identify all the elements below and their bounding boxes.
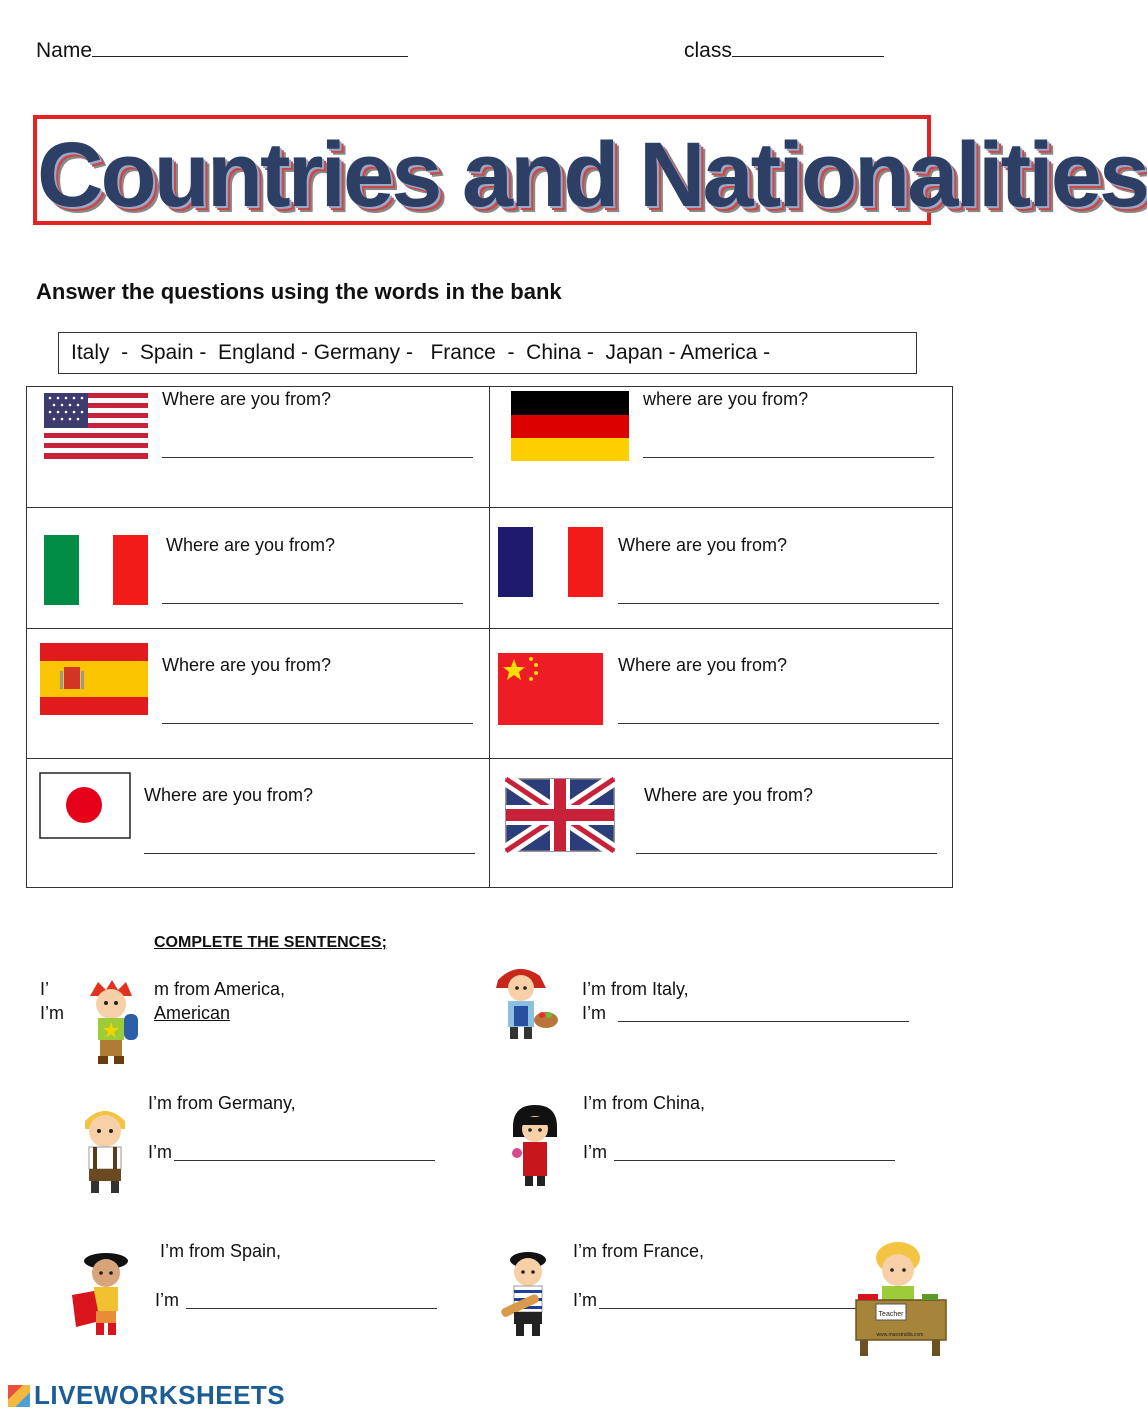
example-answer: American (154, 1003, 231, 1023)
italy-line2: I’m (582, 1003, 606, 1023)
class-blank[interactable] (732, 38, 884, 57)
teacher-sign-text: Teacher (878, 1311, 904, 1318)
name-label: Name (36, 39, 93, 62)
spain-line1: I’m from Spain, (160, 1241, 282, 1261)
name-field[interactable] (36, 38, 408, 63)
section-heading: COMPLETE THE SENTENCES; (154, 934, 387, 951)
answer-line-spain[interactable] (162, 723, 473, 724)
flag-question-grid (26, 386, 953, 888)
usa-flag-icon (44, 393, 148, 459)
answer-line-china[interactable] (618, 723, 939, 724)
american-boy-icon (80, 978, 142, 1066)
china-answer-blank[interactable] (614, 1160, 895, 1161)
page-title: Countries and Nationalities (37, 124, 1147, 226)
class-field[interactable] (684, 38, 884, 63)
spanish-boy-icon (70, 1251, 138, 1337)
teacher-caption: www.maestralila.com (876, 1332, 924, 1338)
question-japan: Where are you from? (144, 785, 314, 805)
germany-line2: I’m (148, 1142, 172, 1162)
china-line1: I’m from China, (583, 1093, 706, 1113)
france-answer-blank[interactable] (599, 1308, 860, 1309)
teacher-icon (852, 1242, 948, 1358)
italy-flag-icon (44, 535, 148, 605)
answer-line-japan[interactable] (144, 853, 475, 854)
name-blank[interactable] (92, 38, 408, 57)
example-line1: m from America, (154, 979, 286, 999)
chinese-girl-icon (505, 1103, 563, 1187)
question-italy: Where are you from? (166, 535, 336, 555)
answer-line-uk[interactable] (636, 853, 937, 854)
example-prefix-1: I’ (40, 979, 49, 999)
question-france: Where are you from? (618, 535, 788, 555)
question-china: Where are you from? (618, 655, 788, 675)
germany-answer-blank[interactable] (174, 1160, 435, 1161)
italy-line1: I’m from Italy, (582, 979, 689, 999)
brand-logo-icon (8, 1385, 30, 1407)
italy-answer-blank[interactable] (618, 1021, 909, 1022)
germany-line1: I’m from Germany, (148, 1093, 296, 1113)
brand-name: LIVEWORKSHEETS (34, 1380, 286, 1410)
spain-line2: I’m (155, 1290, 179, 1310)
japan-flag-icon (39, 772, 131, 839)
answer-line-germany[interactable] (643, 457, 934, 458)
answer-line-italy[interactable] (162, 603, 463, 604)
question-uk: Where are you from? (644, 785, 814, 805)
question-germany: where are you from? (643, 389, 809, 409)
answer-line-france[interactable] (618, 603, 939, 604)
china-line2: I’m (583, 1142, 607, 1162)
china-flag-icon (498, 653, 603, 725)
france-line1: I’m from France, (573, 1241, 705, 1261)
italian-girl-icon (488, 960, 568, 1042)
france-line2: I’m (573, 1290, 597, 1310)
spain-flag-icon (40, 643, 148, 715)
answer-line-usa[interactable] (162, 457, 473, 458)
class-label: class (684, 39, 732, 62)
word-bank: Italy - Spain - England - Germany - France - China - Japan - America - (58, 332, 917, 374)
question-spain: Where are you from? (162, 655, 332, 675)
example-prefix-2: I’m (40, 1003, 64, 1023)
brand-logo (8, 1380, 285, 1411)
germany-flag-icon (511, 391, 629, 461)
french-boy-icon (498, 1250, 558, 1338)
title-banner (33, 115, 1147, 226)
question-usa: Where are you from? (162, 389, 332, 409)
spain-answer-blank[interactable] (186, 1308, 437, 1309)
german-boy-icon (75, 1103, 135, 1195)
instruction: Answer the questions using the words in the bank (36, 279, 562, 304)
uk-flag-icon (504, 777, 616, 853)
france-flag-icon (498, 527, 603, 597)
